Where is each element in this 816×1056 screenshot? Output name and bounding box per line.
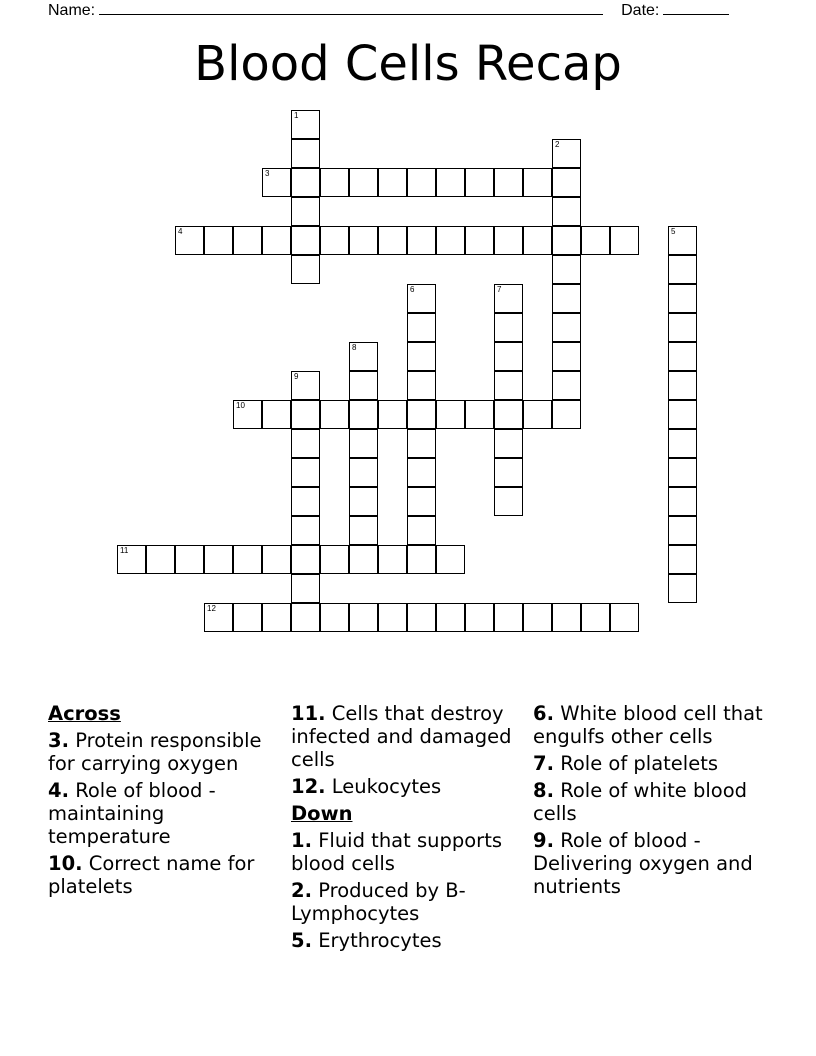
grid-cell[interactable] bbox=[291, 545, 320, 574]
grid-cell[interactable] bbox=[291, 168, 320, 197]
grid-cell[interactable] bbox=[407, 458, 436, 487]
grid-cell[interactable] bbox=[610, 226, 639, 255]
down-heading: Down bbox=[291, 802, 353, 825]
grid-cell[interactable] bbox=[349, 226, 378, 255]
grid-cell[interactable] bbox=[378, 226, 407, 255]
grid-cell[interactable] bbox=[523, 226, 552, 255]
grid-cell[interactable] bbox=[552, 255, 581, 284]
grid-cell[interactable] bbox=[291, 110, 320, 139]
grid-cell[interactable] bbox=[291, 429, 320, 458]
grid-cell[interactable] bbox=[581, 226, 610, 255]
grid-cell[interactable] bbox=[233, 226, 262, 255]
grid-cell[interactable] bbox=[494, 400, 523, 429]
grid-cell[interactable] bbox=[552, 197, 581, 226]
grid-cell[interactable] bbox=[552, 603, 581, 632]
grid-cell[interactable] bbox=[494, 226, 523, 255]
clue-down-2: 2. Produced by B-Lymphocytes bbox=[291, 879, 466, 925]
grid-cell[interactable] bbox=[523, 400, 552, 429]
grid-cell[interactable] bbox=[291, 371, 320, 400]
grid-cell[interactable] bbox=[407, 313, 436, 342]
clue-number: 11 bbox=[120, 546, 129, 555]
page-title: Blood Cells Recap bbox=[194, 36, 622, 92]
grid-cell[interactable] bbox=[494, 603, 523, 632]
grid-cell[interactable] bbox=[668, 400, 697, 429]
name-label: Name: bbox=[48, 2, 96, 19]
grid-cell[interactable] bbox=[668, 226, 697, 255]
grid-cell[interactable] bbox=[291, 458, 320, 487]
grid-cell[interactable] bbox=[552, 342, 581, 371]
clue-column-1 bbox=[48, 702, 278, 902]
clue-down-8: 8. Role of white blood cells bbox=[533, 779, 747, 825]
grid-cell[interactable] bbox=[349, 545, 378, 574]
grid-cell[interactable] bbox=[407, 545, 436, 574]
grid-cell[interactable] bbox=[552, 168, 581, 197]
clue-across-11: 11. Cells that destroy infected and damaged cells bbox=[291, 702, 512, 771]
grid-cell[interactable] bbox=[523, 168, 552, 197]
grid-cell[interactable] bbox=[262, 168, 291, 197]
clue-across-12: 12. Leukocytes bbox=[291, 775, 442, 798]
grid-cell[interactable] bbox=[175, 226, 204, 255]
grid-cell[interactable] bbox=[349, 458, 378, 487]
grid-cell[interactable] bbox=[291, 487, 320, 516]
grid-cell[interactable] bbox=[494, 313, 523, 342]
grid-cell[interactable] bbox=[552, 400, 581, 429]
grid-cell[interactable] bbox=[378, 400, 407, 429]
grid-cell[interactable] bbox=[436, 168, 465, 197]
grid-cell[interactable] bbox=[233, 400, 262, 429]
clue-across-10: 10. Correct name for platelets bbox=[48, 852, 255, 898]
clue-down-9: 9. Role of blood - Delivering oxygen and nutrients bbox=[533, 829, 753, 898]
grid-cell[interactable] bbox=[349, 400, 378, 429]
grid-cell[interactable] bbox=[668, 516, 697, 545]
grid-cell[interactable] bbox=[552, 139, 581, 168]
grid-cell[interactable] bbox=[349, 516, 378, 545]
grid-cell[interactable] bbox=[204, 545, 233, 574]
clue-number: 7 bbox=[497, 285, 502, 294]
grid-cell[interactable] bbox=[320, 400, 349, 429]
grid-cell[interactable] bbox=[349, 168, 378, 197]
grid-cell[interactable] bbox=[407, 429, 436, 458]
grid-cell[interactable] bbox=[204, 603, 233, 632]
grid-cell[interactable] bbox=[407, 487, 436, 516]
grid-cell[interactable] bbox=[465, 603, 494, 632]
grid-cell[interactable] bbox=[668, 487, 697, 516]
grid-cell[interactable] bbox=[291, 255, 320, 284]
clue-number: 5 bbox=[671, 227, 676, 236]
grid-cell[interactable] bbox=[262, 400, 291, 429]
grid-cell[interactable] bbox=[407, 371, 436, 400]
grid-cell[interactable] bbox=[204, 226, 233, 255]
grid-cell[interactable] bbox=[349, 371, 378, 400]
grid-cell[interactable] bbox=[117, 545, 146, 574]
clue-across-3: 3. Protein responsible for carrying oxygen bbox=[48, 729, 262, 775]
grid-cell[interactable] bbox=[494, 458, 523, 487]
grid-cell[interactable] bbox=[668, 574, 697, 603]
grid-cell[interactable] bbox=[407, 342, 436, 371]
grid-cell[interactable] bbox=[262, 603, 291, 632]
clue-down-5: 5. Erythrocytes bbox=[291, 929, 442, 952]
clue-number: 1 bbox=[294, 111, 299, 120]
grid-cell[interactable] bbox=[146, 545, 175, 574]
grid-cell[interactable] bbox=[291, 574, 320, 603]
grid-cell[interactable] bbox=[494, 342, 523, 371]
grid-cell[interactable] bbox=[320, 545, 349, 574]
clue-number: 12 bbox=[207, 604, 216, 613]
across-heading: Across bbox=[48, 702, 121, 725]
grid-cell[interactable] bbox=[523, 603, 552, 632]
grid-cell[interactable] bbox=[494, 284, 523, 313]
grid-cell[interactable] bbox=[378, 603, 407, 632]
grid-cell[interactable] bbox=[668, 255, 697, 284]
grid-cell[interactable] bbox=[378, 168, 407, 197]
grid-cell[interactable] bbox=[494, 487, 523, 516]
grid-cell[interactable] bbox=[291, 603, 320, 632]
clue-number: 10 bbox=[236, 401, 245, 410]
grid-cell[interactable] bbox=[407, 284, 436, 313]
clue-down-6: 6. White blood cell that engulfs other cells bbox=[533, 702, 763, 748]
clue-across-4: 4. Role of blood - maintaining temperature bbox=[48, 779, 216, 848]
grid-cell[interactable] bbox=[552, 313, 581, 342]
grid-cell[interactable] bbox=[291, 516, 320, 545]
grid-cell[interactable] bbox=[465, 400, 494, 429]
grid-cell[interactable] bbox=[233, 603, 262, 632]
grid-cell[interactable] bbox=[262, 226, 291, 255]
grid-cell[interactable] bbox=[436, 603, 465, 632]
grid-cell[interactable] bbox=[349, 429, 378, 458]
grid-cell[interactable] bbox=[291, 226, 320, 255]
grid-cell[interactable] bbox=[668, 313, 697, 342]
grid-cell[interactable] bbox=[581, 603, 610, 632]
grid-cell[interactable] bbox=[320, 168, 349, 197]
clue-number: 6 bbox=[410, 285, 415, 294]
grid-cell[interactable] bbox=[378, 545, 407, 574]
grid-cell[interactable] bbox=[349, 603, 378, 632]
clue-number: 8 bbox=[352, 343, 357, 352]
grid-cell[interactable] bbox=[668, 371, 697, 400]
grid-cell[interactable] bbox=[320, 226, 349, 255]
grid-cell[interactable] bbox=[494, 168, 523, 197]
grid-cell[interactable] bbox=[436, 226, 465, 255]
clue-column-2 bbox=[291, 702, 527, 956]
grid-cell[interactable] bbox=[552, 226, 581, 255]
grid-cell[interactable] bbox=[668, 458, 697, 487]
grid-cell[interactable] bbox=[465, 168, 494, 197]
clue-number: 4 bbox=[178, 227, 183, 236]
grid-cell[interactable] bbox=[436, 400, 465, 429]
clue-down-1: 1. Fluid that supports blood cells bbox=[291, 829, 502, 875]
grid-cell[interactable] bbox=[262, 545, 291, 574]
clue-number: 3 bbox=[265, 169, 270, 178]
grid-cell[interactable] bbox=[291, 139, 320, 168]
grid-cell[interactable] bbox=[407, 226, 436, 255]
grid-cell[interactable] bbox=[175, 545, 204, 574]
grid-cell[interactable] bbox=[349, 342, 378, 371]
grid-cell[interactable] bbox=[291, 400, 320, 429]
grid-cell[interactable] bbox=[668, 429, 697, 458]
grid-cell[interactable] bbox=[668, 545, 697, 574]
clue-number: 9 bbox=[294, 372, 299, 381]
grid-cell[interactable] bbox=[291, 197, 320, 226]
grid-cell[interactable] bbox=[320, 603, 349, 632]
grid-cell[interactable] bbox=[552, 284, 581, 313]
grid-cell[interactable] bbox=[552, 371, 581, 400]
grid-cell[interactable] bbox=[436, 545, 465, 574]
grid-cell[interactable] bbox=[407, 400, 436, 429]
grid-cell[interactable] bbox=[465, 226, 494, 255]
grid-cell[interactable] bbox=[494, 429, 523, 458]
grid-cell[interactable] bbox=[407, 516, 436, 545]
grid-cell[interactable] bbox=[668, 342, 697, 371]
clue-number: 2 bbox=[555, 140, 560, 149]
clue-down-7: 7. Role of platelets bbox=[533, 752, 719, 775]
grid-cell[interactable] bbox=[233, 545, 262, 574]
grid-cell[interactable] bbox=[668, 284, 697, 313]
grid-cell[interactable] bbox=[349, 487, 378, 516]
grid-cell[interactable] bbox=[610, 603, 639, 632]
grid-cell[interactable] bbox=[407, 168, 436, 197]
date-label: Date: bbox=[621, 2, 660, 19]
clue-column-3 bbox=[533, 702, 773, 902]
grid-cell[interactable] bbox=[494, 371, 523, 400]
grid-cell[interactable] bbox=[407, 603, 436, 632]
